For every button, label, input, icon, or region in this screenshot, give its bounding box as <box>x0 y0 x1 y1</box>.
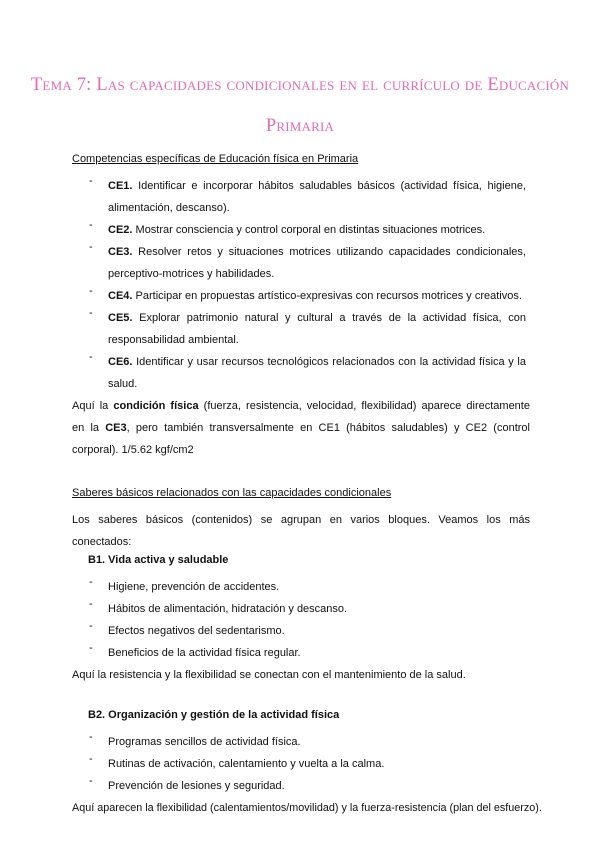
item-text-line-1: Identificar e incorporar hábitos saludables básicos (actividad física, higiene, <box>138 180 527 192</box>
list-dash: - <box>89 731 93 743</box>
note-bold: condición física <box>113 400 199 412</box>
note-line-1 <box>72 395 530 417</box>
list-item-text <box>108 285 526 307</box>
block-b1-heading: B1. Vida activa y saludable <box>88 554 229 566</box>
list-item-text: Hábitos de alimentación, hidratación y descanso. <box>108 603 348 615</box>
note-bold: CE3 <box>105 422 127 434</box>
item-text-line-1: Identificar y usar recursos tecnológicos relacionados con la actividad física y la <box>136 356 526 368</box>
list-dash: - <box>89 642 93 654</box>
item-code: CE3. <box>108 246 133 258</box>
list-dash: - <box>89 620 93 632</box>
list-dash: - <box>89 241 93 253</box>
list-item-text: Programas sencillos de actividad física. <box>108 736 301 748</box>
b1-note: Aquí la resistencia y la flexibilidad se conectan con el mantenimiento de la salud. <box>72 669 466 681</box>
note-line-2 <box>72 417 530 439</box>
intro-line-2: conectados: <box>72 536 132 548</box>
item-text-line-1: Participar en propuestas artístico-expresivas con recursos motrices y creativos. <box>135 290 522 302</box>
item-text-line-1: Explorar patrimonio natural y cultural a través de la actividad física, con <box>139 312 526 324</box>
list-dash: - <box>89 576 93 588</box>
section-heading-competencias: Competencias específicas de Educación física en Primaria <box>72 153 359 165</box>
item-text-line-2: salud. <box>108 378 138 390</box>
list-dash: - <box>89 175 93 187</box>
item-text-line-2: alimentación, descanso). <box>108 202 230 214</box>
list-dash: - <box>89 307 93 319</box>
note-text: (fuerza, resistencia, velocidad, flexibilidad) aparece directamente <box>198 400 530 412</box>
list-item-text: Beneficios de la actividad física regular. <box>108 647 301 659</box>
list-item-text <box>108 219 526 241</box>
list-item-text: Higiene, prevención de accidentes. <box>108 581 280 593</box>
list-item-text: Rutinas de activación, calentamiento y vuelta a la calma. <box>108 758 385 770</box>
list-dash: - <box>89 285 93 297</box>
list-item-text <box>108 175 526 197</box>
page-title-line-2: Primaria <box>265 116 335 136</box>
item-text-line-1: Resolver retos y situaciones motrices utilizando capacidades condicionales, <box>138 246 526 258</box>
list-dash: - <box>89 351 93 363</box>
note-text: en la <box>72 422 106 434</box>
list-dash: - <box>89 598 93 610</box>
block-b2-heading: B2. Organización y gestión de la actividad física <box>88 709 340 721</box>
list-item-text: Efectos negativos del sedentarismo. <box>108 625 285 637</box>
page-title-line-1: Tema 7: Las capacidades condicionales en el currículo de Educación <box>30 75 570 95</box>
list-item-text: Prevención de lesiones y seguridad. <box>108 780 285 792</box>
item-text-line-2: perceptivo-motrices y habilidades. <box>108 268 275 280</box>
list-item-text <box>108 307 526 329</box>
section-heading-saberes: Saberes básicos relacionados con las capacidades condicionales <box>72 487 392 499</box>
list-dash: - <box>89 775 93 787</box>
item-code: CE5. <box>108 312 133 324</box>
list-dash: - <box>89 753 93 765</box>
list-item-text <box>108 351 526 373</box>
item-code: CE4. <box>108 290 133 302</box>
item-code: CE6. <box>108 356 133 368</box>
note-text: Aquí la <box>72 400 114 412</box>
b2-note: Aquí aparecen la flexibilidad (calentamientos/movilidad) y la fuerza-resistencia (plan del esfuerzo). <box>72 802 542 814</box>
item-code: CE1. <box>108 180 133 192</box>
note-line-3: corporal). 1/5.62 kgf/cm2 <box>72 444 194 456</box>
list-dash: - <box>89 219 93 231</box>
item-text-line-2: responsabilidad ambiental. <box>108 334 239 346</box>
item-code: CE2. <box>108 224 133 236</box>
item-text-line-1: Mostrar consciencia y control corporal en distintas situaciones motrices. <box>135 224 486 236</box>
intro-line-1: Los saberes básicos (contenidos) se agrupan en varios bloques. Veamos los más <box>72 514 530 526</box>
note-text: , pero también transversalmente en CE1 (hábitos saludables) y CE2 (control <box>126 422 530 434</box>
list-item-text <box>108 241 526 263</box>
